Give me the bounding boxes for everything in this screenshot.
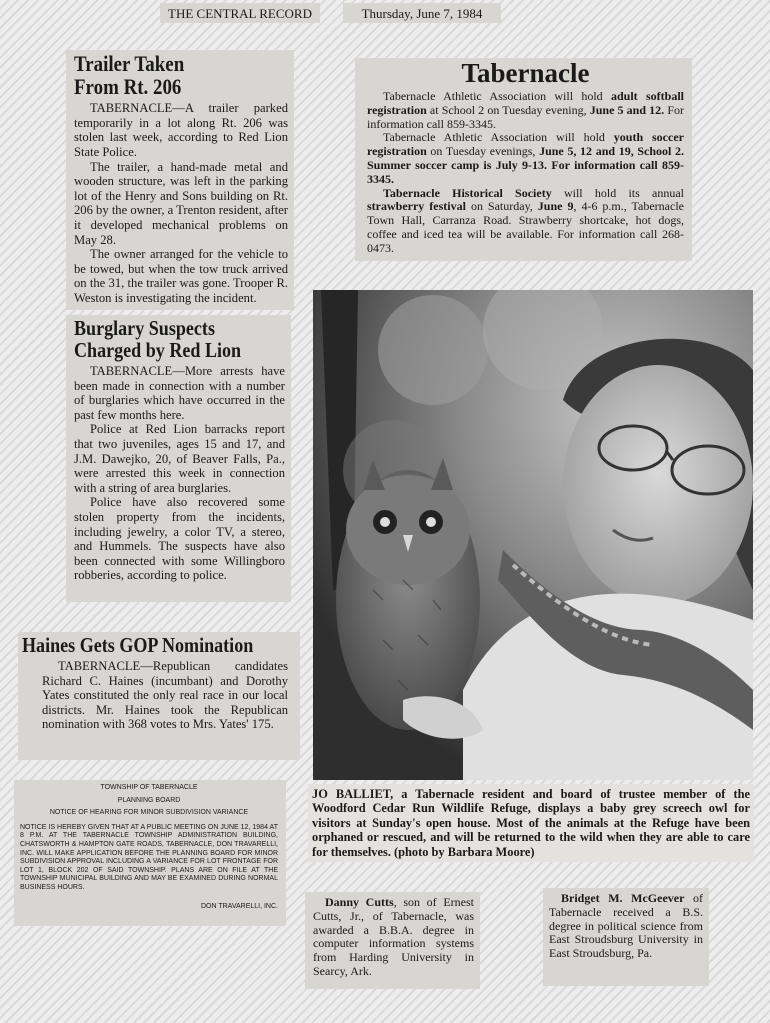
tabernacle-soccer: Tabernacle Athletic Association will hold youth soccer registration on Tuesday evenings, June 5, 12 and 19, School 2. Summer soccer camp is July 9-13. For information call 859-3345. [367, 130, 685, 186]
article-haines [18, 632, 300, 760]
owl-photo-illustration [313, 290, 753, 780]
article-mcgeever [543, 888, 709, 986]
masthead-paper-name [160, 3, 320, 23]
trailer-paragraph: The owner arranged for the vehicle to be towed, but when the tow truck arrived on the 31, the trailer was gone. Trooper R. Weston is investigating the incident. [74, 247, 288, 305]
owl-photo [313, 290, 753, 780]
tabernacle-softball: Tabernacle Athletic Association will hold adult softball registration at School 2 on Tuesday evening, June 5 and 12. For information call 859-3345. [367, 89, 684, 131]
legal-heading-3: NOTICE OF HEARING FOR MINOR SUBDIVISION VARIANCE [49, 809, 249, 817]
haines-paragraph: TABERNACLE—Republican candidates Richard C. Haines (incumbant) and Dorothy Yates constituted the only real race in our local districts. Mr. Haines took the Republican nomination with 368 votes to Mrs. Yates' 175. [42, 659, 288, 732]
burglary-paragraph: Police at Red Lion barracks report that two juveniles, ages 15 and 17, and J.M. Dawejko, 20, of Beaver Falls, Pa., were arrested this week in connection with a string of area burglaries. [74, 422, 285, 495]
article-burglary [66, 315, 291, 602]
article-cutts [305, 892, 480, 989]
legal-signer: DON TRAVARELLI, INC. [200, 902, 278, 910]
cutts-text: Danny Cutts, son of Ernest Cutts, Jr., of Tabernacle, was awarded a B.B.A. degree in computer information systems from Harding University in Searcy, Ark. [313, 895, 475, 978]
burglary-headline-1: Burglary Suspects [74, 316, 215, 340]
masthead-date [343, 3, 501, 23]
trailer-headline-2: From Rt. 206 [74, 74, 182, 100]
photo-caption [308, 784, 754, 862]
burglary-paragraph: TABERNACLE—More arrests have been made in connection with a number of burglaries which have occurred in the past few months here. [74, 364, 285, 422]
legal-heading-2: PLANNING BOARD [117, 796, 181, 804]
tabernacle-headline: Tabernacle [461, 58, 590, 88]
burglary-headline-2: Charged by Red Lion [74, 338, 242, 363]
legal-notice [14, 780, 286, 926]
haines-headline: Haines Gets GOP Nomination [22, 633, 254, 657]
article-tabernacle [355, 58, 692, 261]
legal-heading-1: TOWNSHIP OF TABERNACLE [100, 784, 198, 791]
caption-text: JO BALLIET, a Tabernacle resident and board of trustee member of the Woodford Cedar Run Wildlife Refuge, displays a baby grey screech owl for visitors at Sunday's open house. Most of the animals at the Refuge have been orphaned or rescued, and will be returned to the wild when they are able to care for themselves. (photo by Barbara Moore) [312, 787, 750, 859]
date-text: Thursday, June 7, 1984 [361, 6, 483, 21]
article-trailer [66, 50, 294, 310]
trailer-headline-1: Trailer Taken [74, 51, 185, 76]
tabernacle-festival: Tabernacle Historical Society will hold its annual strawberry festival on Saturday, June 9, 4-6 p.m., Tabernacle Town Hall, Carranza Road. Strawberry shortcake, hot dogs, coffee and iced tea will be available. For information call 268-0473. [367, 185, 685, 255]
trailer-paragraph: The trailer, a hand-made metal and wooden structure, was left in the parking lot of the Henry and Sons building on Rt. 206 by the owner, a Trenton resident, after it developed mechanical problems on May 28. [74, 159, 288, 247]
legal-body: NOTICE IS HEREBY GIVEN THAT AT A PUBLIC MEETING ON JUNE 12, 1984 AT 8 P.M. AT THE TABERNACLE TOWNSHIP ADMINISTRATION BUILDING, CHATSWORTH & HAMPTON GATE ROADS, TABERNACLE, DON TRAVARELLI, INC. WILL MAKE APPLICATION BEFORE THE PLANNING BOARD FOR MINOR SUBDIVISION APPROVAL INCLUDING A VARIANCE FOR LOT FRONTAGE FOR LOT 1, BLOCK 202 OF SAID TOWNSHIP. PLANS ARE ON FILE AT THE TOWNSHIP MUNICIPAL BUILDING AND MAY BE EXAMINED DURING NORMAL BUSINESS HOURS. [20, 823, 278, 891]
burglary-paragraph: Police have also recovered some stolen property from the incidents, including jewelry, a color TV, a stereo, and Hummels. The suspects have also been connected with some Willingboro robberies, according to police. [74, 495, 285, 583]
mcgeever-text: Bridget M. McGeever of Tabernacle received a B.S. degree in political science from East Stroudsburg University in East Stroudsburg, Pa. [549, 891, 704, 961]
trailer-paragraph: TABERNACLE—A trailer parked temporarily in a lot along Rt. 206 was stolen last week, according to Red Lion State Police. [74, 101, 288, 159]
paper-name-text: THE CENTRAL RECORD [168, 6, 312, 21]
